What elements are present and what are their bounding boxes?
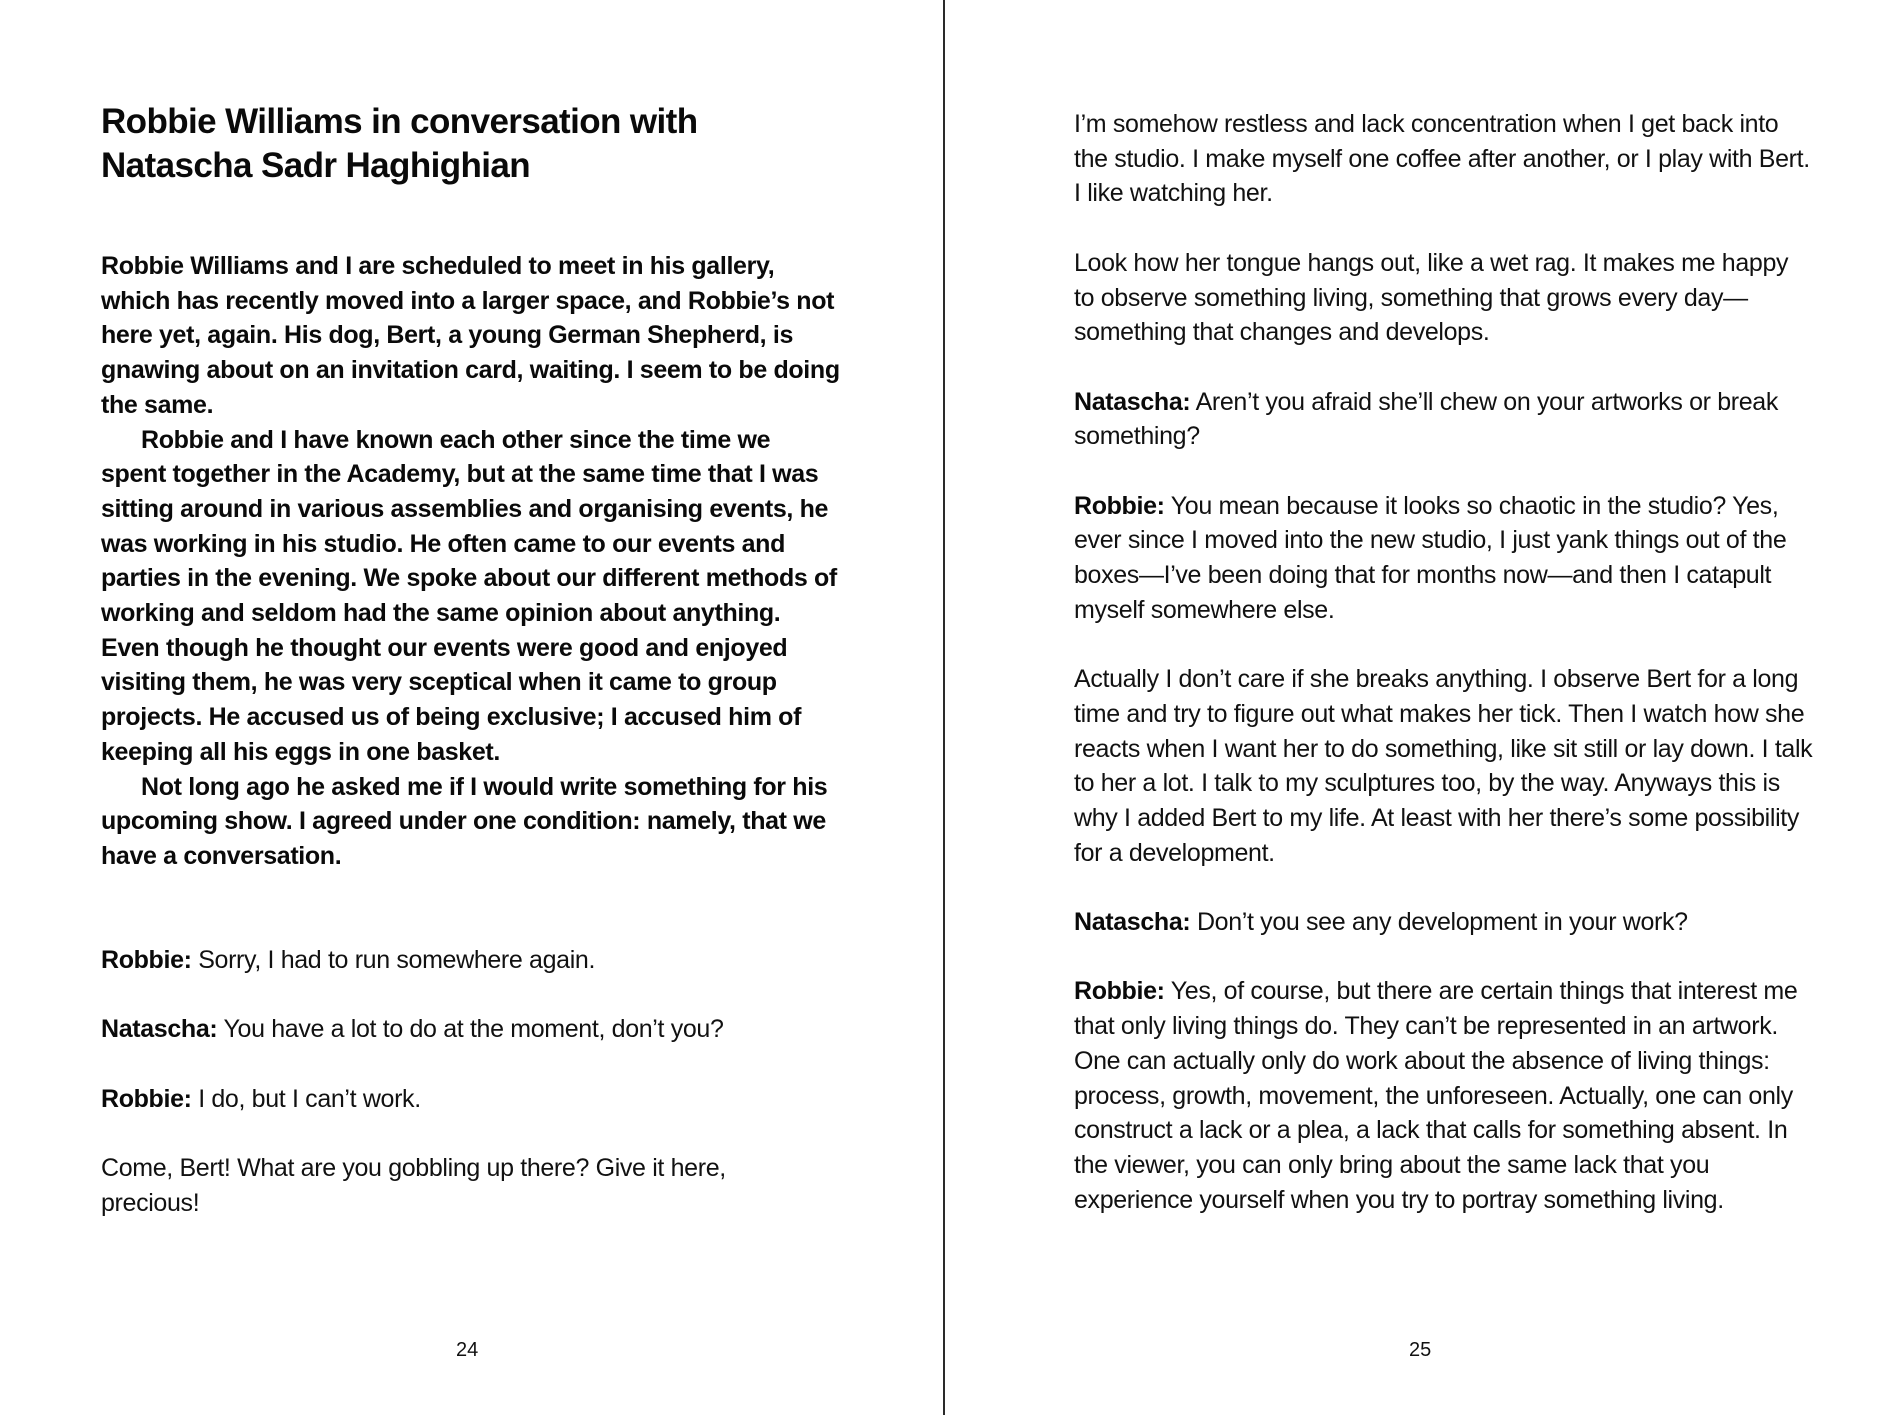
- intro-text: [101, 249, 841, 874]
- article-title: [101, 100, 861, 188]
- dialogue-entry: [1074, 489, 1814, 628]
- speaker-label: Robbie:: [1074, 977, 1165, 1006]
- dialogue-entry: [101, 1012, 841, 1047]
- dialogue-text: Look how her tongue hangs out, like a wet rag. It makes me happy to observe something living, something that grows every day—something that changes and develops.: [1074, 248, 1789, 347]
- left-page: [0, 0, 944, 1417]
- intro-paragraph: Robbie and I have known each other since the time we spent together in the Academy, but at the same time that I was sitting around in various assemblies and organising events, he was working in his studio. He often came to our events and parties in the evening. We spoke about our different methods of working and seldom had the same opinion about anything. Even though he thought our events were good and enjoyed visiting them, he was very sceptical when it came to group projects. He accused us of being exclusive; I accused him of keeping all his eggs in one basket.: [101, 425, 837, 766]
- right-column: [1074, 107, 1814, 1252]
- intro-paragraph: Robbie Williams and I are scheduled to meet in his gallery, which has recently moved into a larger space, and Robbie’s not here yet, again. His dog, Bert, a young German Shepherd, is gnawing about on an invitation card, waiting. I seem to be doing the same.: [101, 252, 840, 419]
- dialogue-text: Aren’t you afraid she’ll chew on your artworks or break something?: [1074, 387, 1778, 451]
- speaker-label: Robbie:: [1074, 491, 1165, 520]
- dialogue-entry: [101, 1151, 741, 1220]
- speaker-label: Robbie:: [101, 946, 192, 975]
- dialogue-text: Don’t you see any development in your work?: [1190, 908, 1688, 937]
- dialogue-text: Yes, of course, but there are certain things that interest me that only living things do. They can’t be represented in an artwork. One can actually only do work about the absence of living things: process, growth, movement, the unforeseen. Actually, one can only construct a lack or a plea, a lack that calls for something absent. In the viewer, you can only bring about the same lack that you experience yourself when you try to portray something living.: [1074, 977, 1798, 1214]
- dialogue-entry: [1074, 974, 1814, 1217]
- page-number: 25: [1409, 1339, 1432, 1361]
- left-column: [101, 249, 841, 1255]
- dialogue: [1074, 107, 1814, 1217]
- dialogue-entry: [1074, 246, 1814, 350]
- dialogue-entry: [1074, 905, 1814, 940]
- page-number: 24: [456, 1339, 479, 1361]
- dialogue: [101, 943, 841, 1221]
- dialogue-text: You mean because it looks so chaotic in the studio? Yes, ever since I moved into the new studio, I just yank things out of the boxes—I’ve been doing that for months now—and then I catapult myself somewhere else.: [1074, 491, 1787, 624]
- section-spacer: [101, 874, 841, 943]
- dialogue-text: Sorry, I had to run somewhere again.: [191, 946, 596, 975]
- dialogue-text: You have a lot to do at the moment, don’t you?: [217, 1015, 724, 1044]
- page-gutter-divider: [943, 0, 945, 1415]
- title-line-1: Robbie Williams in conversation with: [101, 102, 698, 141]
- dialogue-entry: [1074, 385, 1814, 454]
- right-page: [946, 0, 1889, 1417]
- dialogue-entry: [101, 1082, 841, 1117]
- intro-paragraph: Not long ago he asked me if I would write something for his upcoming show. I agreed under one condition: namely, that we have a conversation.: [101, 772, 828, 870]
- title-line-2: Natascha Sadr Haghighian: [101, 146, 531, 185]
- dialogue-text: Actually I don’t care if she breaks anything. I observe Bert for a long time and try to figure out what makes her tick. Then I watch how she reacts when I want her to do something, like sit still or lay down. I talk to her a lot. I talk to my sculptures too, by the way. Anyways this is why I added Bert to my life. At least with her there’s some possibility for a development.: [1074, 665, 1813, 867]
- speaker-label: Robbie:: [101, 1084, 192, 1113]
- dialogue-entry: [1074, 662, 1814, 870]
- dialogue-entry: [101, 943, 841, 978]
- dialogue-text: I’m somehow restless and lack concentration when I get back into the studio. I make myself one coffee after another, or I play with Bert. I like watching her.: [1074, 110, 1810, 208]
- dialogue-entry: [1074, 107, 1814, 211]
- speaker-label: Natascha:: [1074, 908, 1191, 937]
- speaker-label: Natascha:: [1074, 387, 1191, 416]
- speaker-label: Natascha:: [101, 1015, 218, 1044]
- dialogue-text: I do, but I can’t work.: [191, 1084, 421, 1113]
- dialogue-text: Come, Bert! What are you gobbling up there? Give it here, precious!: [101, 1154, 726, 1217]
